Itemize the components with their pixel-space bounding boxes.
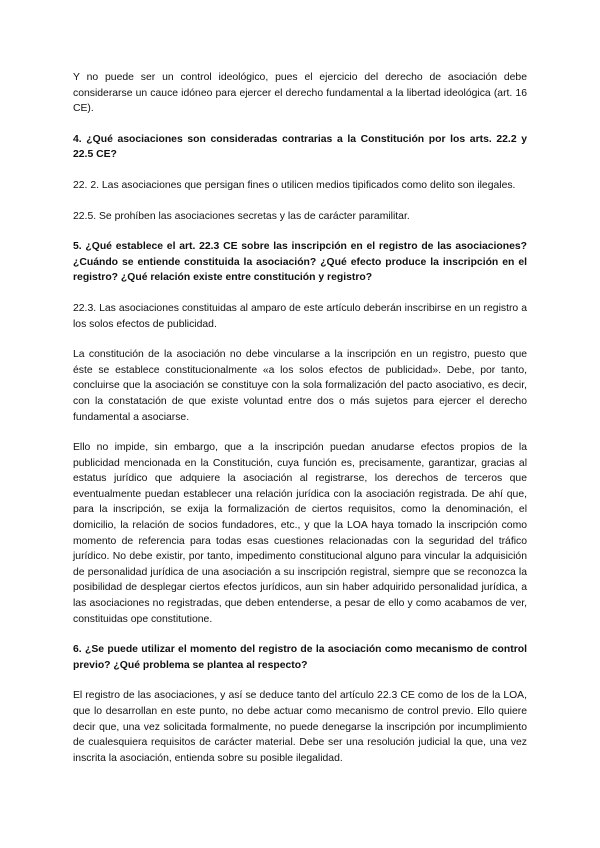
question-6-heading: 6. ¿Se puede utilizar el momento del registro de la asociación como mecanismo de control previo? ¿Qué problema se plantea al respecto? [73,644,527,671]
paragraph-prior-control: El registro de las asociaciones, y así se deduce tanto del artículo 22.3 CE como de los de la LOA, que lo desarrollan en este punto, no debe actuar como mecanismo de control previo. Ello quiere decir que, una vez solicitada formalmente, no puede denegarse la inscripción por incumplimiento de cualesquiera requisitos de carácter material. Debe ser una resolución judicial la que, una vez inscrita la asociación, entienda sobre su posible ilegalidad. [73,690,527,764]
paragraph-art-22-5: 22.5. Se prohíben las asociaciones secretas y las de carácter paramilitar. [73,210,410,222]
paragraph-art-22-2: 22. 2. Las asociaciones que persigan fines o utilicen medios tipificados como delito son ilegales. [73,179,516,191]
document-page [73,70,527,781]
question-5-heading: 5. ¿Qué establece el art. 22.3 CE sobre las inscripción en el registro de las asociaciones? ¿Cuándo se entiende constituida la asociación? ¿Qué efecto produce la inscripción en el registro? ¿Qué relación existe entre constitución y registro? [73,241,527,284]
paragraph-ideological-control: Y no puede ser un control ideológico, pues el ejercicio del derecho de asociación debe considerarse un cauce idóneo para ejercer el derecho fundamental a la libertad ideológica (art. 16 CE). [73,72,527,115]
question-4-heading: 4. ¿Qué asociaciones son consideradas contrarias a la Constitución por los arts. 22.2 y 22.5 CE? [73,133,527,161]
paragraph-constitution-registry: La constitución de la asociación no debe vincularse a la inscripción en un registro, puesto que éste se establece constitucionalmente «a los solos efectos de publicidad». Debe, por tanto, concluirse que la asociación se constituye con la sola formalización del pacto asociativo, es decir, con la constatación de que existe voluntad entre dos o más sujetos para ejercer el derecho fundamental a asociarse. [73,349,527,423]
paragraph-art-22-3: 22.3. Las asociaciones constituidas al amparo de este artículo deberán inscribirse en un registro a los solos efectos de publicidad. [73,302,527,330]
paragraph-registration-effects: Ello no impide, sin embargo, que a la inscripción puedan anudarse efectos propios de la publicidad mencionada en la Constitución, cuya función es, precisamente, garantizar, gracias al estatus jurídico que adquiere la asociación al registrarse, los derechos de terceros que eventualmente puedan establecer una relación jurídica con la asociación registrada. De ahí que, para la inscripción, se exija la formalización de ciertos requisitos, como la denominación, el domicilio, la relación de socios fundadores, etc., y que la LOA haya tomado la inscripción como momento de referencia para todas esas cuestiones relacionadas con la seguridad del tráfico jurídico. No debe existir, por tanto, impedimento constitucional alguno para vincular la adquisición de personalidad jurídica de una asociación a su inscripción registral, siempre que se reconozca la posibilidad de desplegar ciertos efectos jurídicos, aun sin haber adquirido personalidad jurídica, a las asociaciones no registradas, que deben entenderse, a pesar de ello y como acabamos de ver, constituidas ope constitutione. [73,442,527,625]
